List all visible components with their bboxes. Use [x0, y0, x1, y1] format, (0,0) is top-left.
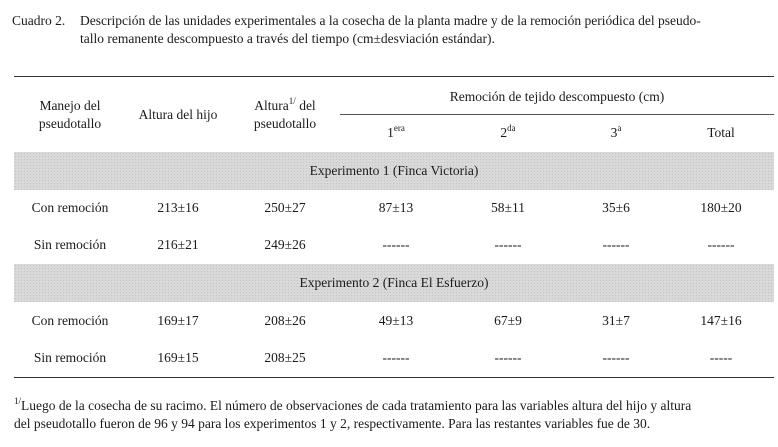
header-remocion-3-num: 3	[610, 125, 618, 140]
table-cell-hijo: 213±16	[157, 200, 199, 215]
table-cell-r3: ------	[602, 350, 630, 365]
caption-text-1: Descripción de las unidades experimentales a la cosecha de la planta madre y de la remoción periódica del pseudo-	[80, 13, 701, 28]
header-altura-pseudotallo-line2: pseudotallo	[253, 116, 317, 131]
experiment-2-band	[14, 264, 774, 302]
table-cell-r3: 35±6	[602, 200, 630, 215]
table-cell-r2: ------	[494, 350, 522, 365]
table-cell-manejo: Con remoción	[31, 313, 109, 328]
bottom-rule	[14, 377, 774, 378]
table-cell-pseudo: 208±25	[264, 350, 306, 365]
header-remocion-2-num: 2	[500, 125, 508, 140]
table-cell-hijo: 169±17	[157, 313, 199, 328]
header-group-rule	[340, 114, 774, 115]
table-cell-r2: 58±11	[491, 200, 525, 215]
table-cell-manejo: Con remoción	[31, 200, 109, 215]
caption-line-1	[12, 12, 774, 30]
footnote-text-1: Luego de la cosecha de su racimo. El número de observaciones de cada tratamiento para las variables altura del hijo y altura	[21, 398, 692, 413]
header-remocion-2	[452, 124, 564, 142]
header-altura-hijo: Altura del hijo	[138, 107, 218, 122]
header-altura-pseudotallo-line1	[230, 97, 340, 115]
table-cell-pseudo: 250±27	[264, 200, 306, 215]
header-remocion-1-num: 1	[387, 125, 394, 140]
footnote-text-2: del pseudotallo fueron de 96 y 94 para los experimentos 1 y 2, respectivamente. Para las restantes variables fue de 30.	[14, 416, 651, 431]
top-rule	[14, 76, 774, 77]
footnote-line-1	[14, 397, 776, 415]
table-caption	[12, 12, 774, 48]
header-altura-word: Altura	[254, 98, 289, 113]
header-remocion-3-sup: a	[617, 123, 622, 133]
table-footnote	[14, 397, 776, 433]
header-altura-footnote-mark: 1/	[288, 96, 296, 106]
header-remocion-2-sup: da	[507, 123, 516, 133]
table-cell-manejo: Sin remoción	[33, 350, 107, 365]
experiment-2-title: Experimento 2 (Finca El Esfuerzo)	[299, 275, 489, 290]
experiment-1-title: Experimento 1 (Finca Victoria)	[309, 163, 479, 178]
table-cell-r1: ------	[382, 350, 410, 365]
header-remocion-1-sup: era	[393, 123, 405, 133]
table-cell-r1: 49±13	[378, 313, 414, 328]
table-cell-total: -----	[709, 350, 733, 365]
header-remocion-group: Remoción de tejido descompuesto (cm)	[449, 89, 665, 104]
header-del-word: del	[295, 98, 316, 113]
header-remocion-1	[340, 124, 452, 142]
table-cell-pseudo: 208±26	[264, 313, 306, 328]
caption-text-2: tallo remanente descompuesto a través del tiempo (cm±desviación estándar).	[80, 31, 495, 46]
table-cell-r2: 67±9	[494, 313, 522, 328]
table-cell-hijo: 216±21	[157, 237, 199, 252]
table-cell-manejo: Sin remoción	[33, 237, 107, 252]
header-manejo-line2: pseudotallo	[38, 116, 102, 131]
header-manejo-line1: Manejo del	[39, 98, 101, 113]
table-cell-r1: 87±13	[378, 200, 414, 215]
footnote-mark: 1/	[14, 396, 22, 406]
table-cell-total: 147±16	[700, 313, 742, 328]
table-cell-total: ------	[707, 237, 735, 252]
header-remocion-3	[564, 124, 668, 142]
experiment-1-band	[14, 152, 774, 190]
header-total: Total	[707, 125, 735, 140]
caption-number: Cuadro 2.	[12, 13, 66, 28]
table-cell-pseudo: 249±26	[264, 237, 306, 252]
table-cell-r1: ------	[382, 237, 410, 252]
table-cell-r2: ------	[494, 237, 522, 252]
table-cell-r3: 31±7	[602, 313, 630, 328]
table-cell-hijo: 169±15	[157, 350, 199, 365]
table-cell-total: 180±20	[700, 200, 742, 215]
table-cell-r3: ------	[602, 237, 630, 252]
